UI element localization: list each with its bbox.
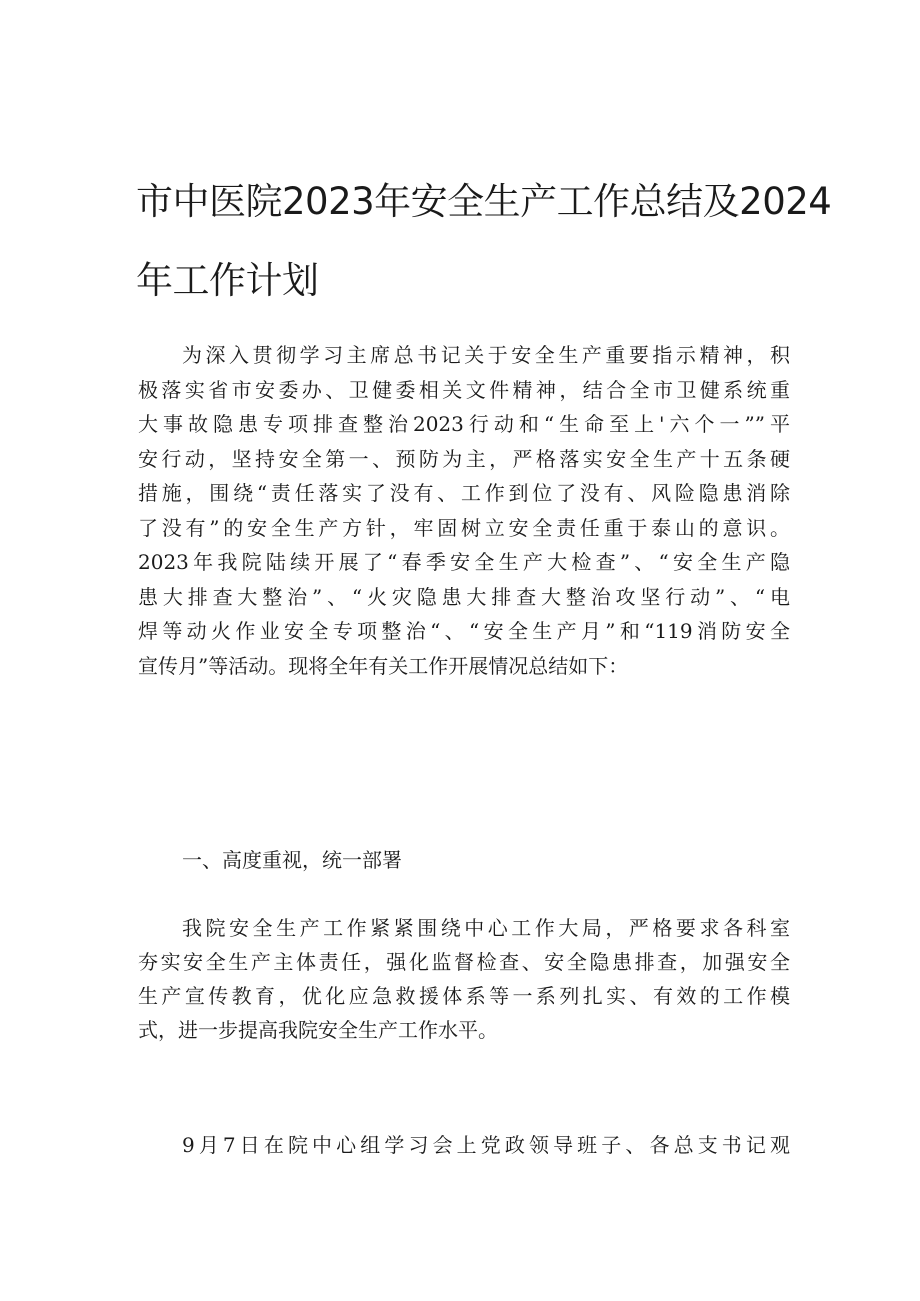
paragraph-line: 为深入贯彻学习主席总书记关于安全生产重要指示精神，积 bbox=[182, 345, 790, 367]
continuing-paragraph bbox=[138, 1135, 790, 1169]
paragraph-line: 我院安全生产工作紧紧围绕中心工作大局，严格要求各科室 bbox=[182, 918, 790, 940]
paragraph-line: 生产宣传教育，优化应急救援体系等一系列扎实、有效的工作模 bbox=[138, 986, 790, 1008]
intro-paragraph bbox=[138, 345, 790, 690]
document-title-line-2: 年工作计划 bbox=[136, 259, 319, 302]
section-paragraph bbox=[138, 918, 790, 1054]
section-heading bbox=[138, 850, 790, 884]
paragraph-line: 大事故隐患专项排查整治2023行动和“生命至上'六个一””平 bbox=[138, 414, 790, 436]
paragraph-line: 了没有”的安全生产方针，牢固树立安全责任重于泰山的意识。 bbox=[138, 517, 790, 540]
section-heading-text: 一、高度重视，统一部署 bbox=[182, 850, 402, 872]
paragraph-line: 夯实安全生产主体责任，强化监督检查、安全隐患排查，加强安全 bbox=[138, 952, 790, 974]
paragraph-line: 宣传月”等活动。现将全年有关工作开展情况总结如下： bbox=[138, 655, 629, 678]
paragraph-line: 措施，围绕“责任落实了没有、工作到位了没有、风险隐患消除 bbox=[138, 483, 790, 505]
paragraph-line: 焊等动火作业安全专项整治“、“安全生产月”和“119消防安全 bbox=[138, 621, 790, 643]
paragraph-line: 患大排查大整治”、“火灾隐患大排查大整治攻坚行动”、“电 bbox=[138, 586, 790, 609]
paragraph-line: 安行动，坚持安全第一、预防为主，严格落实安全生产十五条硬 bbox=[138, 448, 790, 471]
document-title-line-1: 市中医院2023年安全生产工作总结及2024 bbox=[136, 180, 832, 223]
paragraph-line: 2023年我院陆续开展了“春季安全生产大检查”、“安全生产隐 bbox=[138, 552, 790, 574]
paragraph-line: 式，进一步提高我院安全生产工作水平。 bbox=[138, 1020, 498, 1042]
paragraph-line: 极落实省市安委办、卫健委相关文件精神，结合全市卫健系统重 bbox=[138, 379, 790, 402]
paragraph-line: 9月7日在院中心组学习会上党政领导班子、各总支书记观 bbox=[182, 1135, 790, 1157]
